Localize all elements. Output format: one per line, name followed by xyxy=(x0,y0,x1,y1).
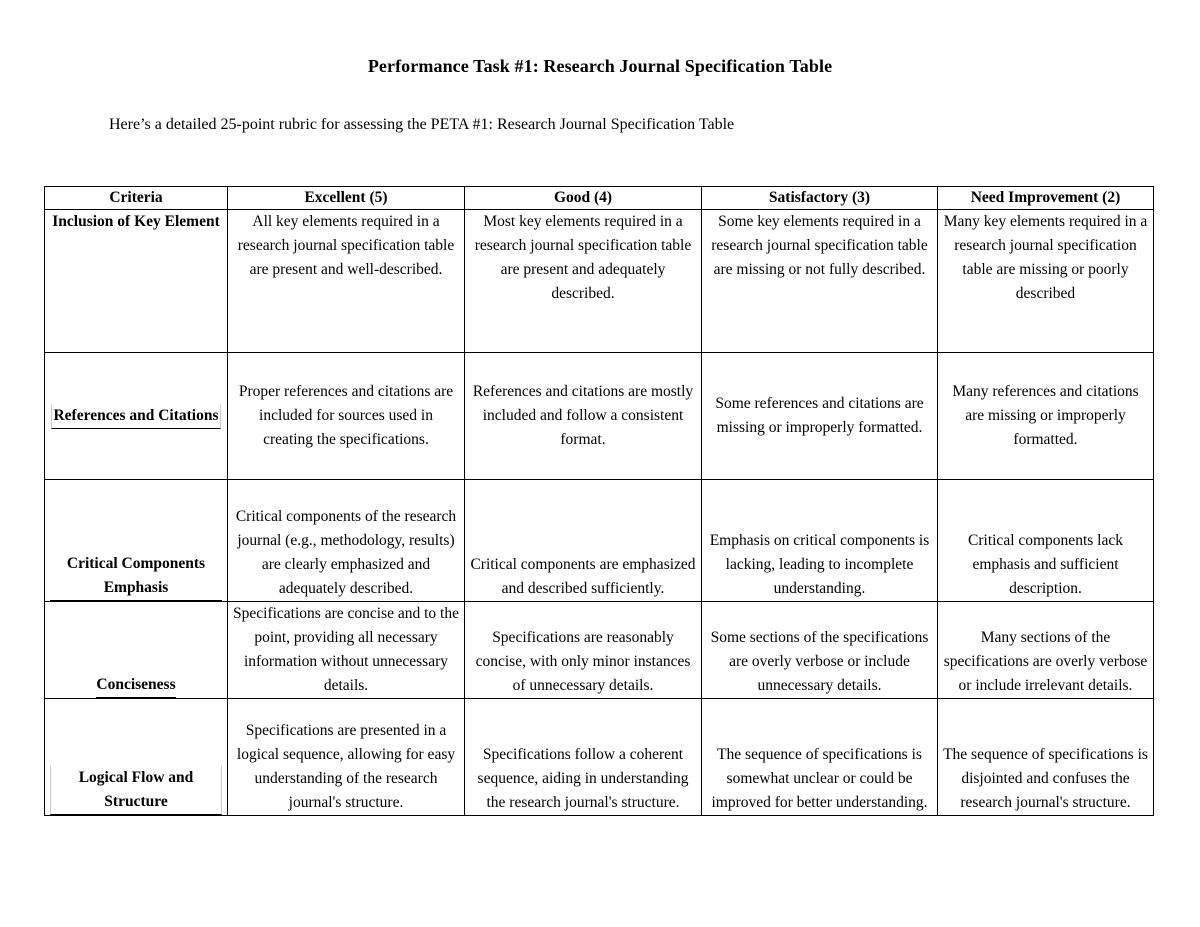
criteria-cell: Inclusion of Key Element xyxy=(45,210,228,353)
rubric-header xyxy=(45,187,1154,210)
document-title: Performance Task #1: Research Journal Specification Table xyxy=(367,56,833,76)
good-cell: Most key elements required in a research journal specification table are present and adequately described. xyxy=(465,210,702,353)
criteria-cell xyxy=(45,353,228,480)
satisfactory-cell: The sequence of specifications is somewhat unclear or could be improved for better understanding. xyxy=(702,699,938,816)
satisfactory-cell: Some references and citations are missing or improperly formatted. xyxy=(702,353,938,480)
excellent-cell: Proper references and citations are included for sources used in creating the specifications. xyxy=(228,353,465,480)
table-row xyxy=(45,353,1154,480)
table-row xyxy=(45,480,1154,602)
good-cell: References and citations are mostly included and follow a consistent format. xyxy=(465,353,702,480)
needs-improvement-cell: Many sections of the specifications are overly verbose or include irrelevant details. xyxy=(938,602,1154,699)
excellent-cell: All key elements required in a research journal specification table are present and well-described. xyxy=(228,210,465,353)
header-satisfactory: Satisfactory (3) xyxy=(702,187,938,210)
satisfactory-cell: Some sections of the specifications are overly verbose or include unnecessary details. xyxy=(702,602,938,699)
excellent-cell: Critical components of the research journal (e.g., methodology, results) are clearly emphasized and adequately described. xyxy=(228,480,465,602)
criteria-cell xyxy=(45,602,228,699)
excellent-cell: Specifications are presented in a logical sequence, allowing for easy understanding of the research journal's structure. xyxy=(228,699,465,816)
header-needs-improvement: Need Improvement (2) xyxy=(938,187,1154,210)
intro-paragraph: Here’s a detailed 25-point rubric for assessing the PETA #1: Research Journal Specification Table xyxy=(109,116,735,133)
satisfactory-cell: Emphasis on critical components is lacking, leading to incomplete understanding. xyxy=(702,480,938,602)
satisfactory-cell: Some key elements required in a research journal specification table are missing or not fully described. xyxy=(702,210,938,353)
criteria-label: Conciseness xyxy=(96,673,175,698)
good-cell: Specifications follow a coherent sequence, aiding in understanding the research journal's structure. xyxy=(465,699,702,816)
table-row xyxy=(45,602,1154,699)
table-row xyxy=(45,210,1154,353)
criteria-cell xyxy=(45,699,228,816)
good-cell: Critical components are emphasized and described sufficiently. xyxy=(465,480,702,602)
table-row xyxy=(45,699,1154,816)
rubric-body xyxy=(45,210,1154,816)
criteria-cell xyxy=(45,480,228,602)
criteria-label: Logical Flow and Structure xyxy=(50,766,222,815)
needs-improvement-cell: Critical components lack emphasis and sufficient description. xyxy=(938,480,1154,602)
needs-improvement-cell: Many references and citations are missing or improperly formatted. xyxy=(938,353,1154,480)
excellent-cell: Specifications are concise and to the point, providing all necessary information without unnecessary details. xyxy=(228,602,465,699)
criteria-label: Critical Components Emphasis xyxy=(50,552,222,601)
good-cell: Specifications are reasonably concise, with only minor instances of unnecessary details. xyxy=(465,602,702,699)
header-excellent: Excellent (5) xyxy=(228,187,465,210)
header-good: Good (4) xyxy=(465,187,702,210)
criteria-label: References and Citations xyxy=(51,404,220,429)
header-row xyxy=(45,187,1154,210)
rubric-table xyxy=(44,186,1154,816)
needs-improvement-cell: The sequence of specifications is disjointed and confuses the research journal's structure. xyxy=(938,699,1154,816)
needs-improvement-cell: Many key elements required in a research journal specification table are missing or poorly described xyxy=(938,210,1154,353)
header-criteria: Criteria xyxy=(45,187,228,210)
